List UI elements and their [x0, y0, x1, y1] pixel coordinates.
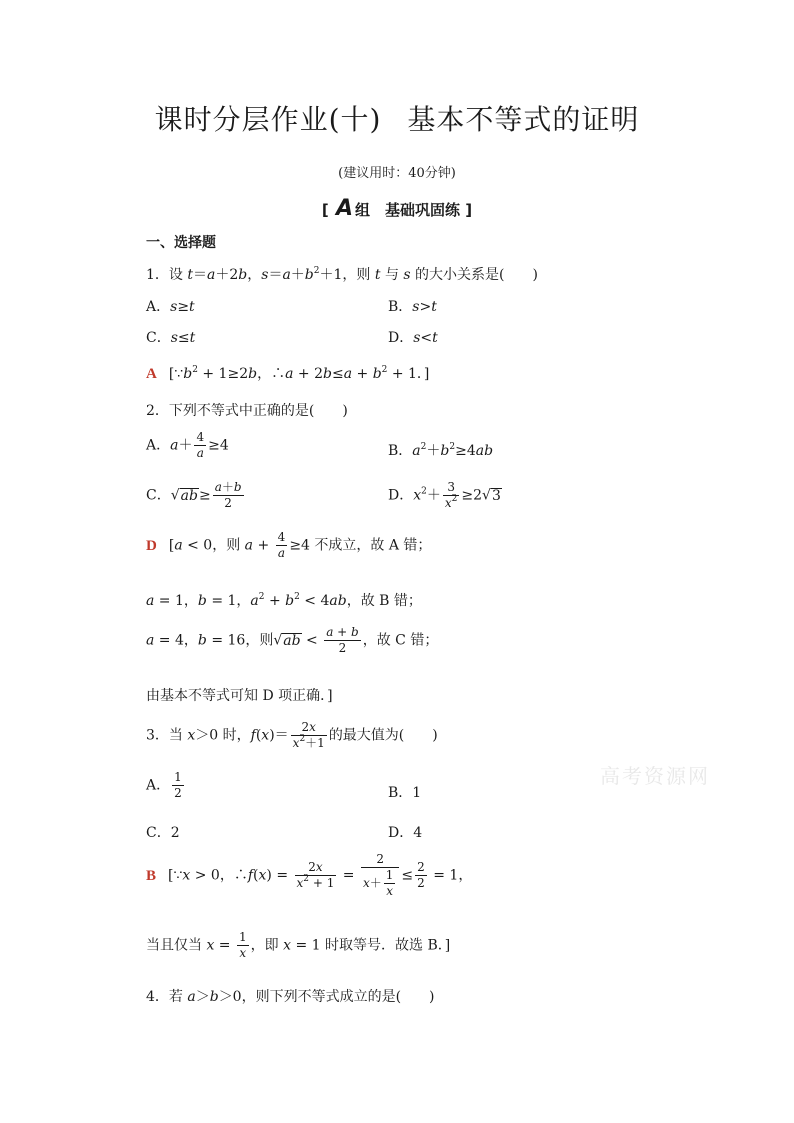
- q1-explanation: A [$\because b^2 + 1\ge 2b$，∴a + $2b\le a + b^2 + 1$．]: [146, 365, 430, 382]
- group-bracket-open: [: [321, 201, 329, 219]
- group-label: 组 基础巩固练: [355, 201, 461, 219]
- q1-option-a: A．s≥t: [146, 299, 195, 315]
- q3-option-a: A． $\frac{1}{2}$: [146, 770, 182, 800]
- title-main: 课时分层作业(十): [154, 103, 382, 136]
- q2-explanation-3: a = 4，b = 16，则√ab < $\frac{a + b}{2}$ ，故 C 错；: [146, 625, 439, 655]
- q3-option-d: D．4: [388, 825, 423, 841]
- q2-answer: D: [146, 537, 157, 554]
- q3-answer: B: [146, 867, 157, 884]
- page-title: [0, 98, 794, 138]
- q2-option-b: B．$a^2+b^2\ge 4ab$: [388, 442, 494, 459]
- group-bracket-close: ]: [465, 201, 473, 219]
- q3-explanation-1: B [∵x > 0，∴f(x) = $\frac{2x}{x^2 + 1}$ = 2 x＋ $\frac{1}{x}$ ≤ $\frac{2}{2}$ = 1，: [146, 852, 473, 898]
- q2-explanation-4: 由基本不等式可知 D 项正确．]: [146, 688, 333, 704]
- q2-option-c: C．√ab≥ $\frac{a+b}{2}$: [146, 480, 242, 510]
- q1-stem: 1．设 t＝a＋2b，$s=a+b^2+1$，则 t 与 s 的大小关系是( ): [146, 266, 538, 283]
- group-heading: [0, 196, 794, 221]
- q2-stem: 2．下列不等式中正确的是( ): [146, 403, 348, 419]
- section-heading: 一、选择题: [146, 235, 216, 251]
- q2-explanation-2: a = 1，b = 1，$a^2 + b^2 < 4ab$，故 B 错；: [146, 592, 422, 609]
- watermark: 高考资源网: [600, 764, 710, 788]
- q1-option-d: D．s<t: [388, 330, 438, 346]
- q3-explanation-2: 当且仅当 x = $\frac{1}{x}$ ，即 x = 1 时取等号．故选 B．]: [146, 930, 451, 960]
- q3-option-c: C．2: [146, 825, 180, 841]
- q1-option-c: C．s≤t: [146, 330, 196, 346]
- time-hint: (建议用时：40分钟): [338, 166, 456, 181]
- q1-option-b: B．s>t: [388, 299, 437, 315]
- q1-answer: A: [146, 366, 157, 382]
- group-letter: A: [335, 196, 353, 221]
- q3-option-b: B．1: [388, 785, 422, 801]
- q2-option-d: D．$x^2+$ $\frac{3}{x^2}$ ≥2√3: [388, 480, 501, 510]
- q2-explanation-1: D [a < 0，则 a + $\frac{4}{a}$ ≥4 不成立，故 A 错；: [146, 530, 432, 560]
- q3-stem: 3．当 x＞0 时，f(x)＝ $\frac{2x}{x^2+1}$ 的最大值为( ): [146, 720, 438, 750]
- q2-option-a: A．a＋ $\frac{4}{a}$ ≥4: [146, 430, 229, 460]
- title-subtitle: 基本不等式的证明: [407, 103, 640, 136]
- q4-stem: 4．若 a＞b＞0，则下列不等式成立的是( ): [146, 989, 435, 1005]
